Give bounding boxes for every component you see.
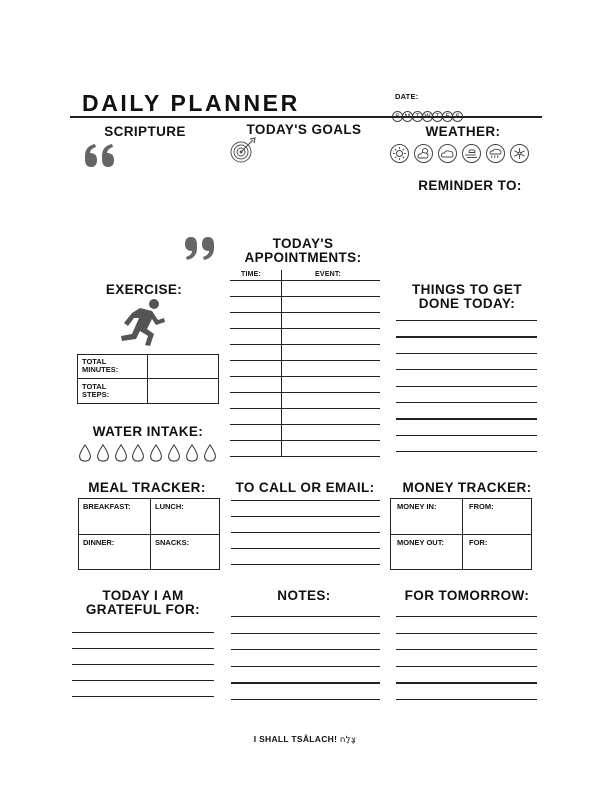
appointment-row-line[interactable] (230, 440, 380, 441)
time-column-label: TIME: (241, 271, 262, 278)
appointments-lines[interactable] (230, 280, 380, 460)
notes-line[interactable] (231, 682, 380, 683)
appointments-heading-line1: TODAY'S (272, 236, 334, 251)
tomorrow-line[interactable] (396, 616, 537, 617)
water-drop-icon[interactable] (78, 444, 92, 462)
quote-close-icon (181, 236, 217, 262)
water-drop-icon[interactable] (114, 444, 128, 462)
header-rule (70, 116, 542, 118)
notes-heading: NOTES: (277, 588, 331, 603)
footer-hebrew: צָלַח (339, 735, 357, 745)
footer-brand (220, 734, 390, 745)
sun-icon[interactable] (390, 144, 409, 163)
money-in-label[interactable]: MONEY IN: (397, 502, 437, 511)
total-minutes-field[interactable] (149, 356, 217, 377)
grateful-heading-line1: TODAY I AM (102, 588, 184, 603)
grateful-line[interactable] (72, 680, 214, 681)
water-drop-icon[interactable] (131, 444, 145, 462)
appointment-row-line[interactable] (230, 392, 380, 393)
tomorrow-line[interactable] (396, 633, 537, 634)
total-steps-label: TOTAL STEPS: (82, 382, 110, 399)
notes-line[interactable] (231, 699, 380, 700)
appointment-row-line[interactable] (230, 280, 380, 281)
appointments-heading-line2: APPOINTMENTS: (244, 250, 362, 265)
snow-icon[interactable] (510, 144, 529, 163)
appointment-row-line[interactable] (230, 376, 380, 377)
call-line[interactable] (231, 532, 380, 533)
cloudy-icon[interactable] (438, 144, 457, 163)
water-drop-icon[interactable] (167, 444, 181, 462)
water-drop-icon[interactable] (185, 444, 199, 462)
water-heading: WATER INTAKE: (92, 424, 204, 439)
todo-line[interactable] (396, 386, 537, 387)
water-drop-icon[interactable] (96, 444, 110, 462)
appointment-row-line[interactable] (230, 312, 380, 313)
lunch-label[interactable]: LUNCH: (155, 502, 184, 511)
goals-heading: TODAY'S GOALS (246, 122, 362, 137)
todo-line[interactable] (396, 435, 537, 436)
grateful-line[interactable] (72, 648, 214, 649)
runner-icon (114, 296, 170, 348)
day-selector (392, 105, 462, 123)
todo-line[interactable] (396, 336, 537, 337)
todo-line[interactable] (396, 353, 537, 354)
reminder-heading: REMINDER TO: (418, 178, 522, 193)
grateful-lines[interactable] (72, 632, 214, 702)
grateful-line[interactable] (72, 696, 214, 697)
appointment-row-line[interactable] (230, 360, 380, 361)
water-drop-icon[interactable] (203, 444, 217, 462)
todo-line[interactable] (396, 418, 537, 419)
notes-line[interactable] (231, 649, 380, 650)
event-column-label: EVENT: (315, 271, 342, 278)
appointment-row-line[interactable] (230, 408, 380, 409)
scripture-heading: SCRIPTURE (104, 124, 186, 139)
money-out-label[interactable]: MONEY OUT: (397, 538, 444, 547)
call-line[interactable] (231, 500, 380, 501)
money-heading: MONEY TRACKER: (402, 480, 532, 495)
total-minutes-label: TOTAL MINUTES: (82, 357, 119, 374)
windy-icon[interactable] (462, 144, 481, 163)
tomorrow-line[interactable] (396, 682, 537, 683)
call-heading: TO CALL OR EMAIL: (235, 480, 375, 495)
tomorrow-line[interactable] (396, 649, 537, 650)
dinner-label[interactable]: DINNER: (83, 538, 115, 547)
notes-line[interactable] (231, 616, 380, 617)
call-lines[interactable] (231, 500, 380, 570)
money-divider-v (462, 498, 463, 570)
things-heading-line2: DONE TODAY: (418, 296, 516, 311)
todo-line[interactable] (396, 451, 537, 452)
appointment-row-line[interactable] (230, 296, 380, 297)
call-line[interactable] (231, 516, 380, 517)
appointment-row-line[interactable] (230, 424, 380, 425)
tomorrow-line[interactable] (396, 699, 537, 700)
quote-open-icon (83, 142, 119, 168)
date-label: DATE: (395, 92, 419, 101)
water-drop-icon[interactable] (149, 444, 163, 462)
things-heading-line1: THINGS TO GET (412, 282, 522, 297)
target-icon (229, 137, 257, 165)
appointment-row-line[interactable] (230, 456, 380, 457)
grateful-heading-line2: GRATEFUL FOR: (85, 602, 201, 617)
notes-line[interactable] (231, 633, 380, 634)
water-drops (78, 444, 222, 466)
footer-brand-text: I SHALL TSÂLACH! (253, 734, 338, 744)
from-label[interactable]: FROM: (469, 502, 494, 511)
grateful-line[interactable] (72, 632, 214, 633)
weather-heading: WEATHER: (425, 124, 501, 139)
notes-lines[interactable] (231, 616, 380, 702)
appointment-row-line[interactable] (230, 344, 380, 345)
todo-line[interactable] (396, 402, 537, 403)
notes-line[interactable] (231, 666, 380, 667)
call-line[interactable] (231, 548, 380, 549)
appointment-row-line[interactable] (230, 328, 380, 329)
tomorrow-heading: FOR TOMORROW: (404, 588, 530, 603)
todo-line[interactable] (396, 320, 537, 321)
things-lines[interactable] (396, 320, 537, 460)
call-line[interactable] (231, 564, 380, 565)
grateful-line[interactable] (72, 664, 214, 665)
rain-icon[interactable] (486, 144, 505, 163)
tomorrow-lines[interactable] (396, 616, 537, 702)
snacks-label[interactable]: SNACKS: (155, 538, 190, 547)
tomorrow-line[interactable] (396, 666, 537, 667)
for-label[interactable]: FOR: (469, 538, 488, 547)
todo-line[interactable] (396, 369, 537, 370)
breakfast-label[interactable]: BREAKFAST: (83, 502, 131, 511)
page-title: DAILY PLANNER (82, 90, 300, 116)
meal-heading: MEAL TRACKER: (88, 480, 206, 495)
partly-cloudy-icon[interactable] (414, 144, 433, 163)
exercise-heading: EXERCISE: (105, 282, 183, 297)
total-steps-field[interactable] (149, 380, 217, 402)
